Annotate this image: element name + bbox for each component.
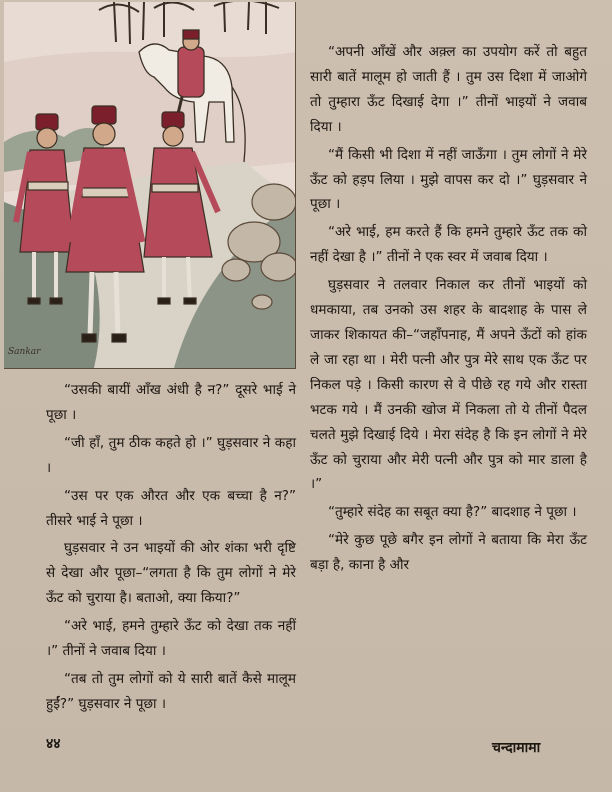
- paragraph: “अपनी आँखें और अक़्ल का उपयोग करें तो बहुत सारी बातें मालूम हो जाती हैं । तुम उस दिशा में जाओगे तो तुम्हारा ऊँट दिखाई देगा ।” तीनों भाइयों ने जवाब दिया ।: [310, 44, 587, 135]
- paragraph: “मैं किसी भी दिशा में नहीं जाऊँगा । तुम लोगों ने मेरे ऊँट को हड़प लिया । मुझे वापस कर दो ।” घुड़सवार ने पूछा ।: [310, 146, 587, 213]
- page-number: ४४: [46, 736, 61, 752]
- left-column-text: [46, 378, 296, 720]
- paragraph: “उस पर एक औरत और एक बच्चा है न?” तीसरे भाई ने पूछा ।: [46, 487, 296, 529]
- paragraph: “अरे भाई, हम करते हैं कि हमने तुम्हारे ऊँट तक को नहीं देखा है ।” तीनों ने एक स्वर में जवाब दिया ।: [310, 224, 587, 266]
- paragraph: “मेरे कुछ पूछे बगैर इन लोगों ने बताया कि मेरा ऊँट बड़ा है, काना है और: [310, 532, 587, 574]
- artist-signature: Sankar: [8, 347, 41, 357]
- illustration-drawing: [4, 2, 295, 368]
- right-column-text: [310, 40, 587, 581]
- story-illustration: [4, 2, 296, 369]
- paragraph: “तब तो तुम लोगों को ये सारी बातें कैसे मालूम हुईं?” घुड़सवार ने पूछा ।: [46, 670, 296, 712]
- paragraph: “अरे भाई, हमने तुम्हारे ऊँट को देखा तक नहीं ।” तीनों ने जवाब दिया ।: [46, 618, 296, 660]
- paragraph: “तुम्हारे संदेह का सबूत क्या है?” बादशाह ने पूछा ।: [328, 504, 577, 521]
- paragraph: “जी हाँ, तुम ठीक कहते हो ।” घुड़सवार ने कहा ।: [46, 434, 296, 476]
- paragraph: घुड़सवार ने उन भाइयों की ओर शंका भरी दृष्टि से देखा और पूछा–“लगता है कि तुम लोगों ने मेरे ऊँट को चुराया है। बताओ, क्या किया?”: [46, 540, 296, 607]
- paragraph: “उसकी बायीं आँख अंधी है न?” दूसरे भाई ने पूछा ।: [46, 382, 296, 423]
- paragraph: घुड़सवार ने तलवार निकाल कर तीनों भाइयों को धमकाया, तब उनको उस शहर के बादशाह के पास ले जाकर शिकायत की–“जहाँपनाह, मैं अपने ऊँटों को हांक ले जा रहा था । मेरी पत्नी और पुत्र मेरे साथ एक ऊँट पर निकल पड़े । किसी कारण से वे पीछे रह गये और रास्ता भटक गये । मैं उनकी खोज में निकला तो ये तीनों पैदल चलते मुझे दिखाई दिये । मेरा संदेह है कि इन लोगों ने मेरे ऊँट को चुराया और मेरी पत्नी और पुत्र को मार डाला है ।”: [310, 277, 587, 493]
- magazine-name: चन्दामामा: [492, 740, 541, 756]
